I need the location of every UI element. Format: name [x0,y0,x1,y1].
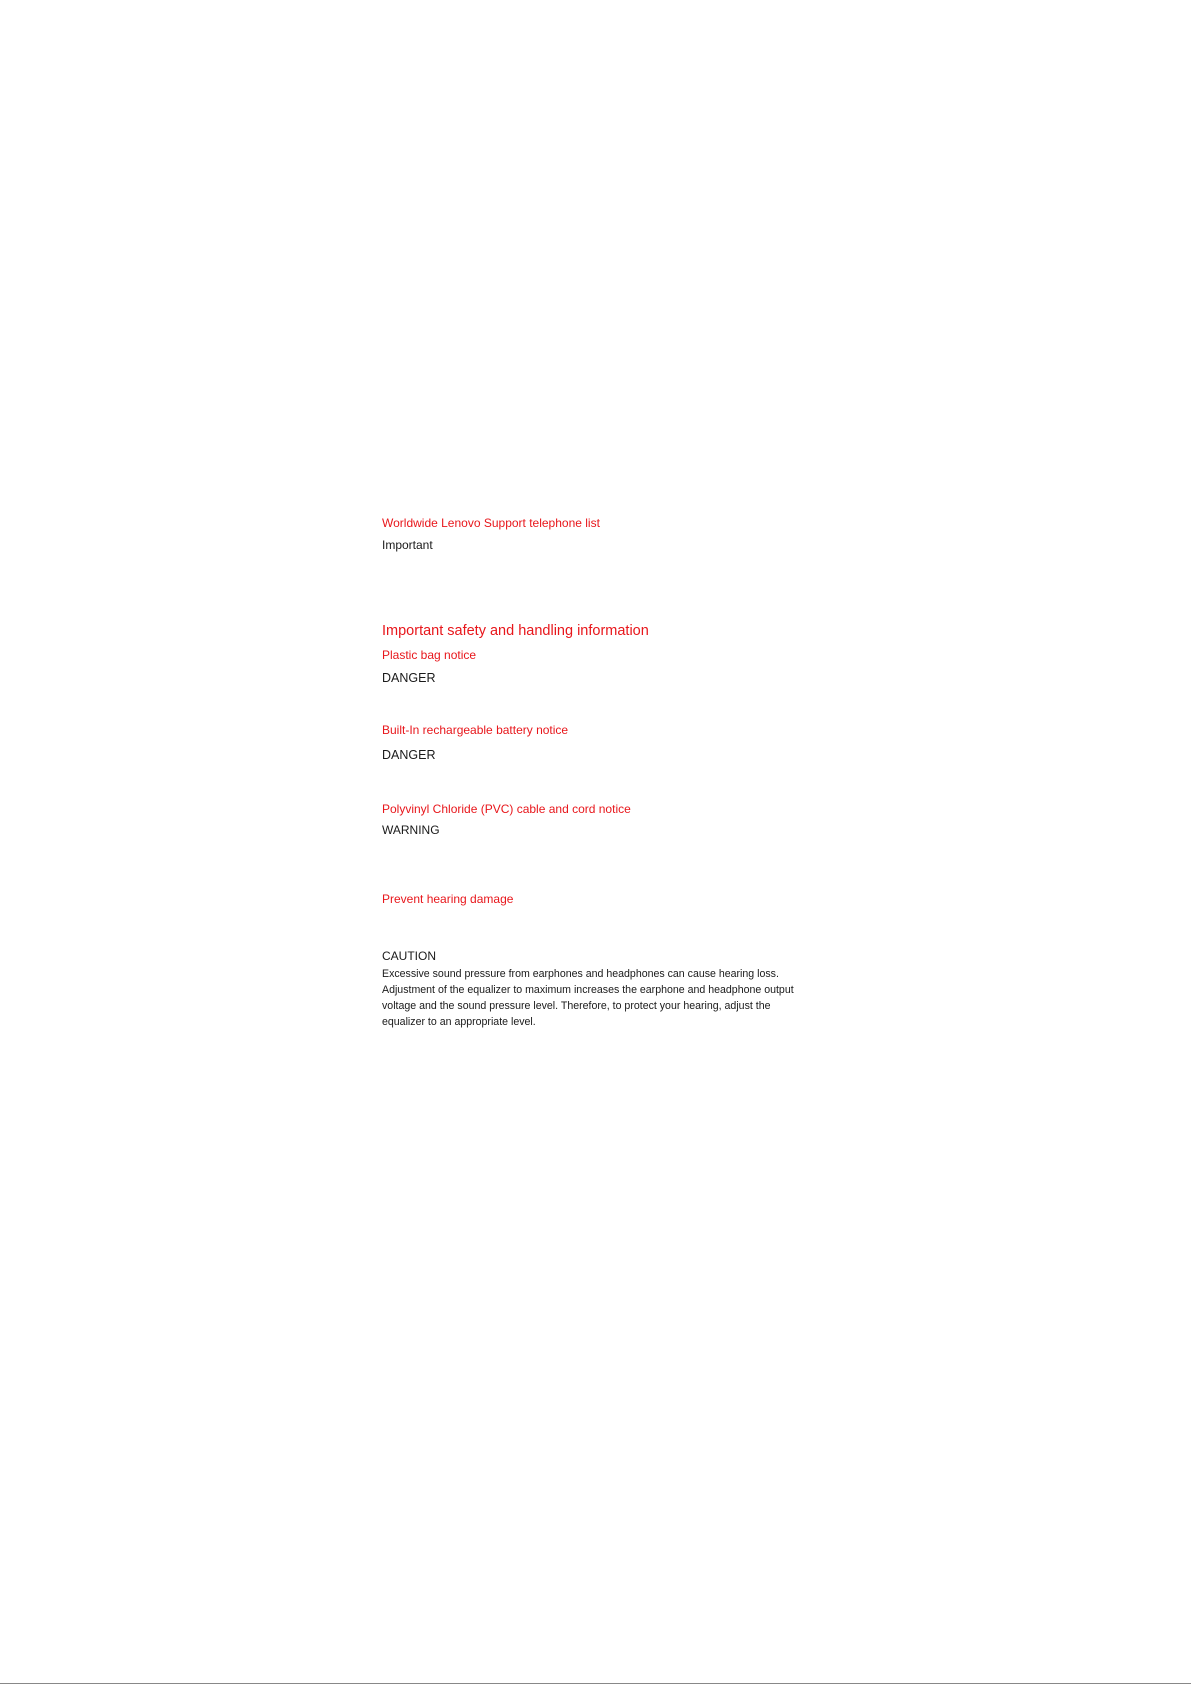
battery-danger-label: DANGER [382,748,436,762]
battery-notice-title: Built-In rechargeable battery notice [382,723,569,737]
important-label: Important [382,538,433,552]
pvc-warning-label: WARNING [382,823,440,837]
hearing-caution-text: Excessive sound pressure from earphones and headphones can cause hearing loss. Adjustment of the equalizer to maximum increases the earphone and headphone output voltage and the sound pressure level. Therefore, to protect your hearing, adjust the equalizer to an appropriate level. [382,968,794,1028]
plastic-bag-danger-label: DANGER [382,671,436,685]
plastic-bag-notice-title: Plastic bag notice [382,648,477,662]
pvc-notice-title: Polyvinyl Chloride (PVC) cable and cord notice [382,802,631,816]
hearing-caution-label: CAUTION [382,949,436,963]
support-list-title: Worldwide Lenovo Support telephone list [382,516,600,530]
safety-heading: Important safety and handling information [382,623,649,639]
hearing-damage-title: Prevent hearing damage [382,892,514,906]
page-bottom-rule [0,1683,1191,1684]
